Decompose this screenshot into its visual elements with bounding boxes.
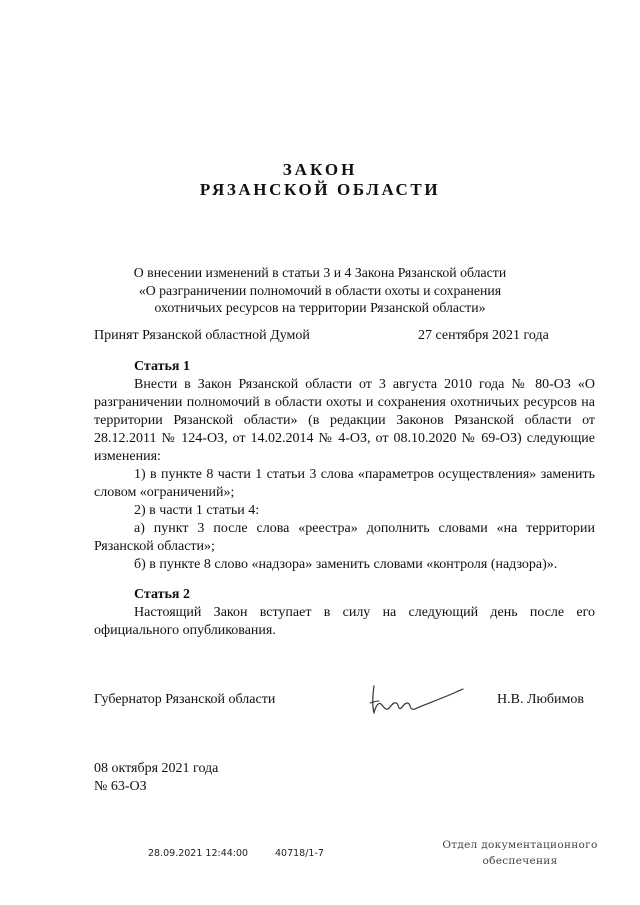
article-1-item-1: 1) в пункте 8 части 1 статьи 3 слова «параметров осуществления» заменить словом «ограничений»; bbox=[94, 467, 595, 500]
law-region-title: РЯЗАНСКОЙ ОБЛАСТИ bbox=[199, 180, 441, 199]
footer-timestamp: 28.09.2021 12:44:00 bbox=[148, 848, 249, 859]
document-date: 08 октября 2021 года bbox=[94, 761, 219, 776]
department-line-1: Отдел документационного bbox=[442, 839, 598, 851]
signatory-name: Н.В. Любимов bbox=[497, 692, 584, 707]
article-1-item-2b: б) в пункте 8 слово «надзора» заменить словами «контроля (надзора)». bbox=[134, 557, 558, 572]
article-2-heading: Статья 2 bbox=[134, 587, 190, 602]
department-line-2: обеспечения bbox=[482, 855, 558, 867]
adopted-date: 27 сентября 2021 года bbox=[418, 328, 549, 343]
subject-line: охотничьих ресурсов на территории Рязанской области» bbox=[154, 300, 486, 315]
handwritten-signature bbox=[368, 683, 468, 719]
subject-line: «О разграничении полномочий в области охоты и сохранения bbox=[138, 282, 502, 298]
signatory-position: Губернатор Рязанской области bbox=[94, 692, 276, 707]
law-subject bbox=[110, 264, 530, 317]
article-1-intro: Внести в Закон Рязанской области от 3 августа 2010 года № 80-ОЗ «О разграничении полномочий в области охоты и сохранения охотничьих ресурсов на территории Рязанской области» (в редакции Законов Рязанской области от 28.12.2011 № 124-ОЗ, от 14.02.2014 № 4-ОЗ, от 08.10.2020 № 69-ОЗ) следующие изменения: bbox=[94, 377, 595, 464]
subject-line: О внесении изменений в статьи 3 и 4 Закона Рязанской области bbox=[133, 265, 507, 280]
article-2-text: Настоящий Закон вступает в силу на следующий день после его официального опубликования. bbox=[94, 605, 595, 638]
article-1-item-2: 2) в части 1 статьи 4: bbox=[134, 503, 260, 518]
article-1-heading: Статья 1 bbox=[134, 359, 190, 374]
adopted-by: Принят Рязанской областной Думой bbox=[94, 328, 310, 343]
document-number: № 63-ОЗ bbox=[94, 779, 147, 794]
footer-reg-number: 40718/1-7 bbox=[275, 848, 324, 859]
law-title: ЗАКОН bbox=[282, 160, 358, 179]
article-1-item-2a: а) пункт 3 после слова «реестра» дополнить словами «на территории Рязанской области»; bbox=[94, 521, 595, 554]
